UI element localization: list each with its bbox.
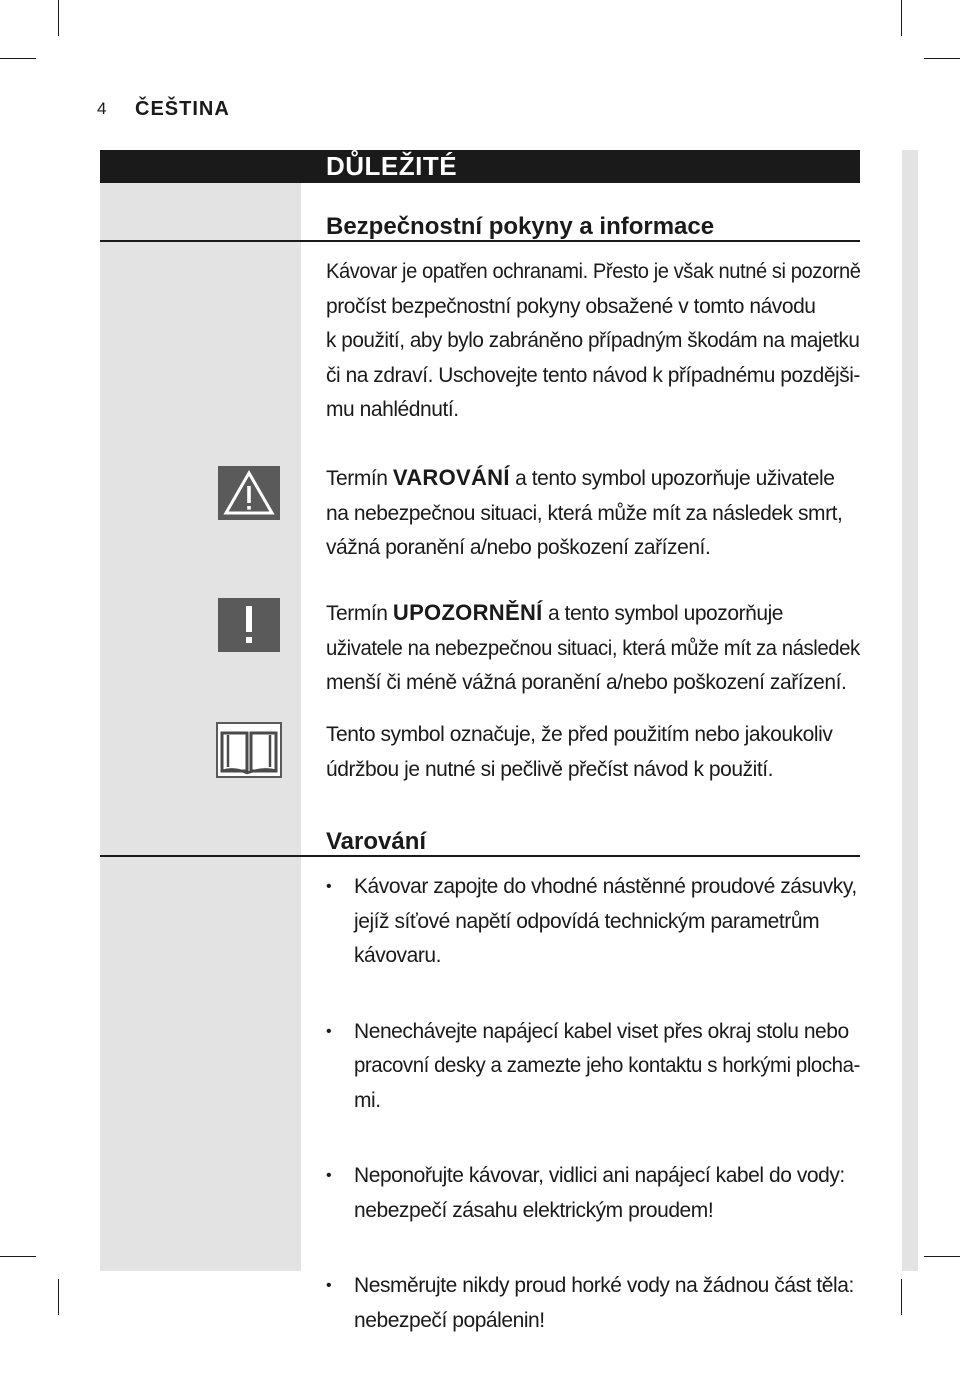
intro-line: či na zdraví. Uschovejte tento návod k případnému pozdějši- [326,363,860,387]
list-item [326,870,860,974]
manual-line: Tento symbol označuje, že před použitím nebo jakoukoliv [326,723,833,746]
caution-line: menší či méně vážná poranění a/nebo poškození zařízení. [326,671,847,694]
caution-exclamation-icon [218,598,280,657]
crop-mark [924,58,960,59]
caution-paragraph [326,596,860,701]
caution-line-rest: a tento symbol upozorňuje [542,602,784,625]
bullet-dot: • [326,1277,332,1294]
crop-mark [901,1279,902,1315]
intro-line: Kávovar je opatřen ochranami. Přesto je však nutné si pozorně [326,260,861,283]
page-number: 4 [97,99,107,118]
bullet-dot: • [326,878,332,895]
warning-line: vážná poranění a/nebo poškození zařízení. [326,536,711,559]
warnings-list [326,870,860,1379]
list-item-line: Nesměrujte nikdy proud horké vody na žádnou část těla: [354,1274,854,1297]
safety-heading: Bezpečnostní pokyny a informace [326,213,715,240]
bullet-dot: • [326,1022,332,1040]
banner-title: DŮLEŽITÉ [326,151,458,181]
read-manual-book-icon [216,721,282,784]
manual-paragraph [326,718,860,787]
intro-paragraph [326,255,860,428]
list-item-line: nebezpečí zásahu elektrickým proudem! [354,1198,714,1222]
page-language-label: ČEŠTINA [135,98,230,120]
section-banner [100,150,860,183]
list-item-line: pracovní desky a zamezte jeho kontaktu s horkými plocha- [354,1054,860,1077]
warning-triangle-icon [218,466,280,525]
list-item [326,1015,860,1119]
list-item-line: mi. [354,1088,381,1112]
warning-prefix: Termín [326,467,393,490]
warnings-heading: Varování [326,828,427,855]
list-item-line: kávovaru. [354,944,441,967]
bullet-dot: • [326,1167,332,1184]
warning-paragraph [326,461,860,566]
warning-term: VAROVÁNÍ [392,465,510,490]
list-item-line: Neponořujte kávovar, vidlici ani napájecí kabel do vody: [354,1164,845,1187]
crop-mark [0,1256,36,1257]
intro-line: k použití, aby bylo zabráněno případným škodám na majetku [326,329,860,352]
warning-line-rest: a tento symbol upozorňuje uživatele [509,467,835,490]
heading-rule [100,855,860,857]
list-item-line: Kávovar zapojte do vhodné nástěnné proudové zásuvky, [354,875,857,898]
warning-line: na nebezpečnou situaci, která může mít za následek smrt, [326,501,843,525]
caution-term: UPOZORNĚNÍ [392,600,543,625]
list-item-line: Nenechávejte napájecí kabel viset přes okraj stolu nebo [354,1019,849,1043]
crop-mark [58,1279,59,1315]
list-item-line: nebezpečí popálenin! [354,1308,545,1332]
right-edge-panel [902,150,918,1271]
crop-mark [924,1256,960,1257]
caution-prefix: Termín [326,602,393,625]
heading-rule [100,240,860,242]
intro-line: mu nahlédnutí. [326,398,459,421]
manual-line: údržbou je nutné si pečlivě přečíst návod k použití. [326,757,774,781]
list-item [326,1159,860,1228]
intro-line: pročíst bezpečnostní pokyny obsažené v tomto návodu [326,294,816,318]
crop-mark [0,58,36,59]
list-item-line: jejíž síťové napětí odpovídá technickým parametrům [354,909,820,933]
list-item [326,1269,860,1338]
crop-mark [901,0,902,36]
crop-mark [58,0,59,36]
caution-line: uživatele na nebezpečnou situaci, která může mít za následek [326,636,860,660]
